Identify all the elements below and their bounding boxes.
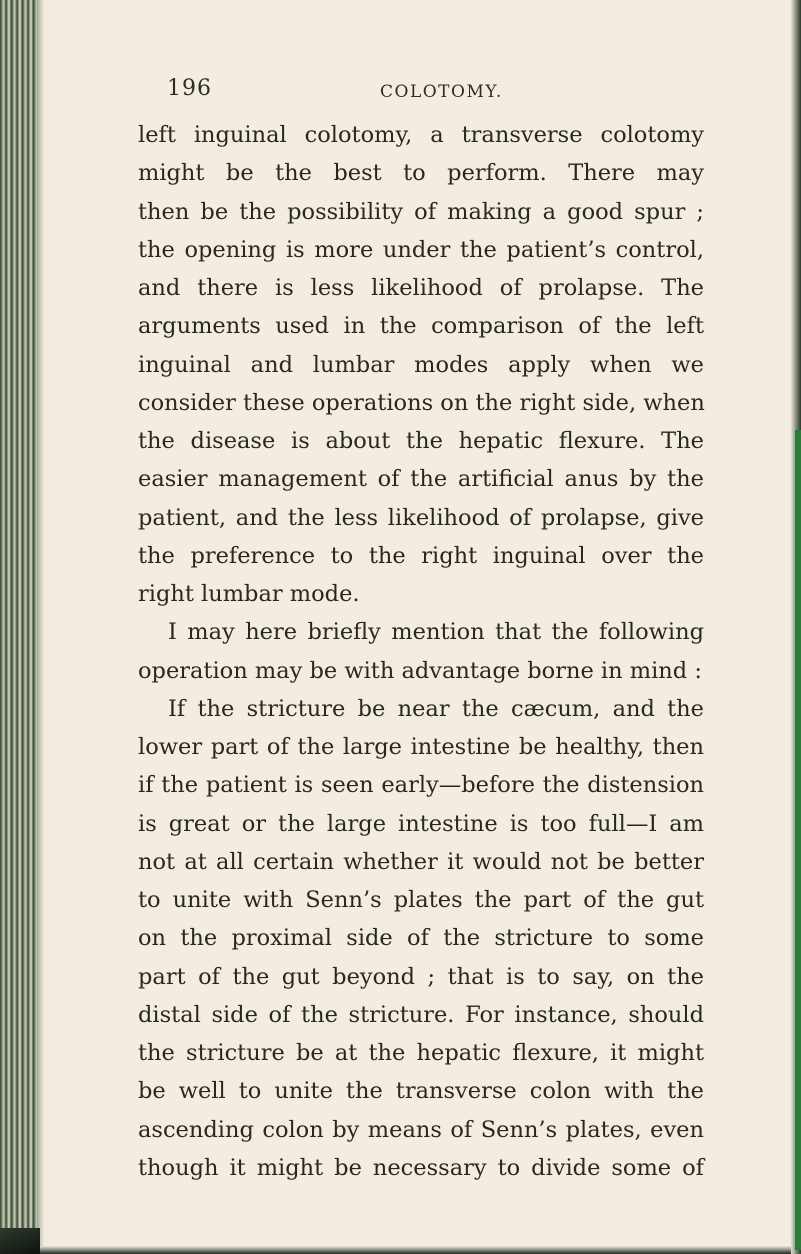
text-line: the stricture be at the hepatic flexure, it might: [138, 1040, 704, 1066]
text-line: If the stricture be near the cæcum, and the: [168, 695, 704, 722]
text-line: is great or the large intestine is too full—I am: [138, 810, 704, 837]
text-line: the opening is more under the patient’s control,: [138, 236, 704, 263]
book-page: [138, 70, 704, 1230]
text-line: consider these operations on the right side, when: [138, 389, 705, 416]
text-line: and there is less likelihood of prolapse. The: [138, 275, 704, 301]
text-line: the preference to the right inguinal over the: [138, 542, 704, 569]
text-line: then be the possibility of making a good spur ;: [138, 198, 704, 225]
text-line: though it might be necessary to divide some of: [138, 1154, 704, 1181]
page-bottom-edge: [0, 1246, 801, 1254]
text-line: I may here briefly mention that the following: [168, 619, 704, 646]
text-line: part of the gut beyond ; that is to say, on the: [138, 963, 704, 990]
text-line: to unite with Senn’s plates the part of the gut: [138, 887, 704, 913]
book-binding: [0, 0, 38, 1254]
text-line: inguinal and lumbar modes apply when we: [138, 351, 704, 378]
text-line: be well to unite the transverse colon with the: [138, 1078, 704, 1105]
running-title: COLOTOMY.: [380, 82, 503, 102]
text-line: ascending colon by means of Senn’s plates, even: [138, 1116, 704, 1143]
body-text: [138, 116, 704, 1187]
text-line: if the patient is seen early—before the distension: [138, 772, 704, 799]
text-line: left inguinal colotomy, a transverse colotomy: [138, 122, 704, 148]
text-line: on the proximal side of the stricture to some: [138, 925, 704, 952]
text-line: distal side of the stricture. For instance, should: [138, 1001, 704, 1028]
text-line: the disease is about the hepatic flexure. The: [138, 428, 704, 454]
running-head: [138, 76, 704, 108]
text-line: might be the best to perform. There may: [138, 160, 704, 187]
page-number: 196: [167, 76, 212, 101]
text-line: not at all certain whether it would not be better: [138, 848, 704, 875]
text-line: right lumbar mode.: [138, 581, 360, 607]
text-line: lower part of the large intestine be healthy, then: [138, 734, 704, 760]
text-line: operation may be with advantage borne in mind :: [138, 657, 702, 684]
binding-corner: [0, 1228, 40, 1254]
binding-shadow: [38, 0, 44, 1254]
right-page-edge-green: [795, 430, 801, 1250]
text-line: patient, and the less likelihood of prolapse, give: [138, 504, 704, 531]
text-line: arguments used in the comparison of the left: [138, 313, 704, 340]
text-line: easier management of the artificial anus by the: [138, 466, 704, 493]
